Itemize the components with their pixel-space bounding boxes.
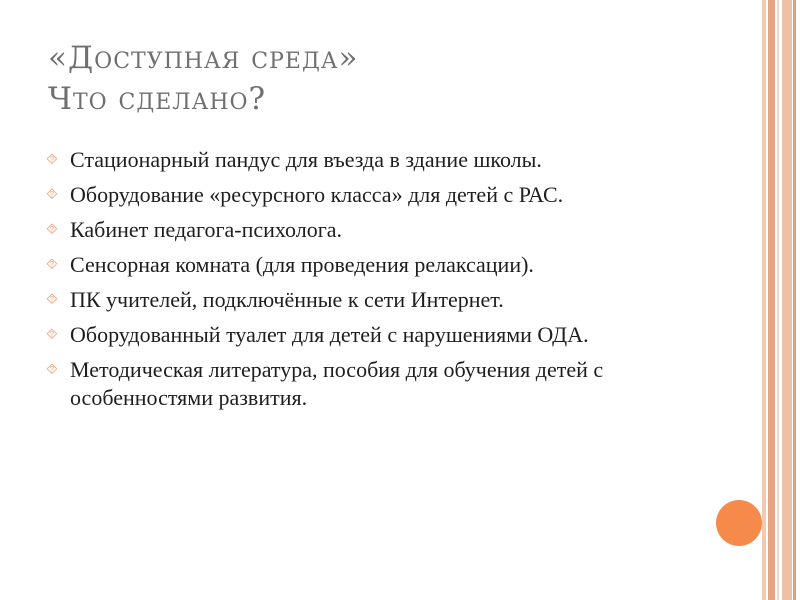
title-line-2: Что сделано? (48, 81, 267, 117)
list-item-text: ПК учителей, подключённые к сети Интернет. (70, 287, 504, 312)
bullet-icon: ⯑ (46, 327, 58, 343)
list-item (46, 251, 706, 279)
list-item-text: Сенсорная комната (для проведения релаксации). (70, 252, 534, 277)
bullet-icon: ⯑ (46, 292, 58, 308)
bullet-list (46, 146, 706, 419)
list-item-text: Кабинет педагога-психолога. (70, 217, 343, 242)
list-item-text: Стационарный пандус для въезда в здание школы. (70, 147, 542, 172)
list-item-text: Оборудование «ресурсного класса» для детей с РАС. (70, 182, 564, 207)
title-line-1: «Доступная среда» (48, 40, 359, 76)
list-item (46, 181, 706, 209)
decorative-stripe (762, 0, 766, 600)
decorative-stripe (777, 0, 779, 600)
decorative-stripe (768, 0, 775, 600)
list-item (46, 216, 706, 244)
list-item (46, 286, 706, 314)
list-item-text: Методическая литература, пособия для обучения детей с особенностями развития. (70, 357, 604, 410)
list-item (46, 356, 706, 412)
bullet-icon: ⯑ (46, 362, 58, 378)
bullet-icon: ⯑ (46, 222, 58, 238)
bullet-icon: ⯑ (46, 257, 58, 273)
list-item (46, 146, 706, 174)
slide-title (48, 38, 728, 120)
decorative-stripe (782, 0, 792, 600)
list-item-text: Оборудованный туалет для детей с нарушениями ОДА. (70, 322, 589, 347)
decorative-stripe (793, 0, 796, 600)
bullet-icon: ⯑ (46, 152, 58, 168)
list-item (46, 321, 706, 349)
decorative-circle (716, 500, 762, 546)
bullet-icon: ⯑ (46, 187, 58, 203)
